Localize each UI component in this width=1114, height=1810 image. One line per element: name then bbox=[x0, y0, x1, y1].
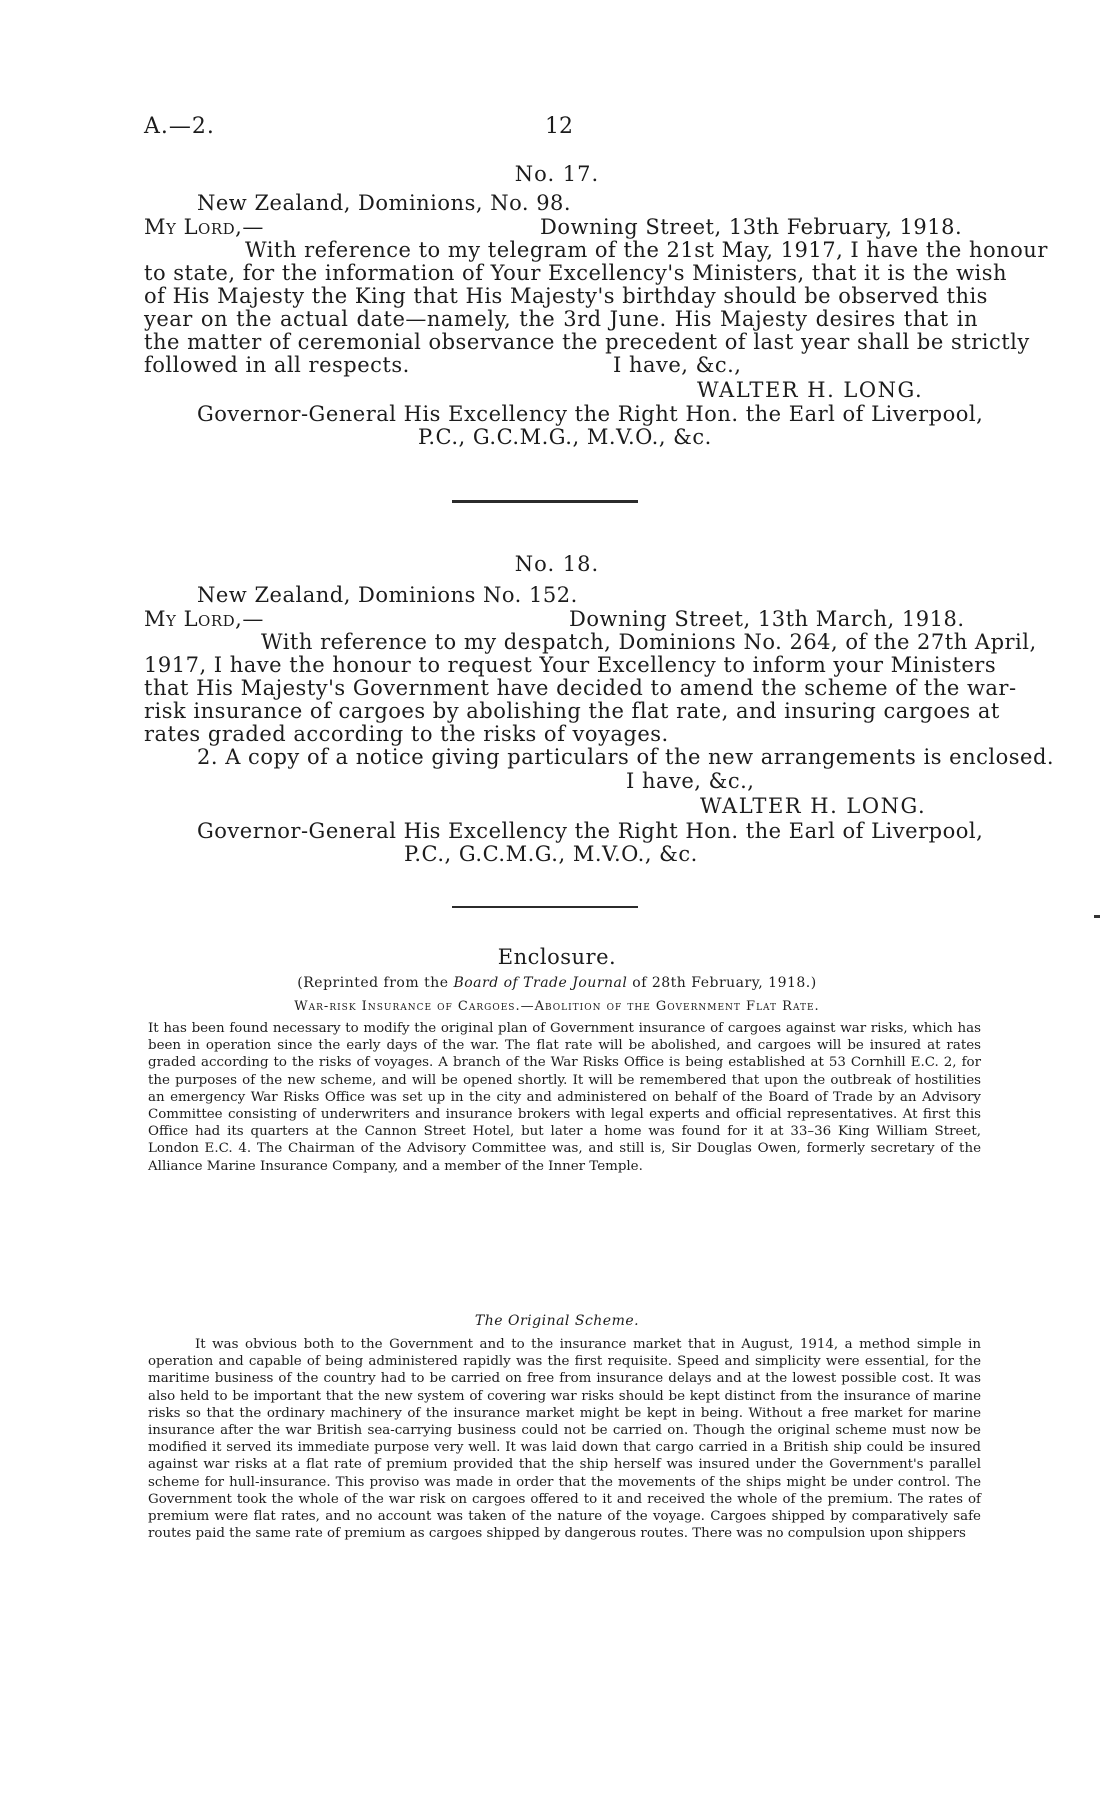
letter-18-addressee: New Zealand, Dominions No. 152. bbox=[197, 583, 578, 607]
reprint-journal: Board of Trade Journal bbox=[453, 975, 628, 991]
letter-17-place-date: Downing Street, 13th February, 1918. bbox=[540, 215, 963, 239]
letter-17-body-line: the matter of ceremonial observance the precedent of last year shall be strictly bbox=[144, 330, 1030, 354]
letter-17-recipient-titles: P.C., G.C.M.G., M.V.O., &c. bbox=[418, 425, 712, 449]
letter-18-body-line: that His Majesty's Government have decided to amend the scheme of the war- bbox=[144, 676, 1017, 700]
letter-17-body-line: to state, for the information of Your Excellency's Ministers, that it is the wish bbox=[144, 261, 1008, 285]
letter-18-body-line: 1917, I have the honour to request Your Excellency to inform your Ministers bbox=[144, 653, 997, 677]
letter-18-body-line: risk insurance of cargoes by abolishing the flat rate, and insuring cargoes at bbox=[144, 699, 1000, 723]
letter-17-body-line: of His Majesty the King that His Majesty's birthday should be observed this bbox=[144, 284, 988, 308]
letter-18-recipient-titles: P.C., G.C.M.G., M.V.O., &c. bbox=[404, 842, 698, 866]
enclosure-paragraph-1: It has been found necessary to modify the original plan of Government insurance of cargoes against war risks, which has been in operation since the early days of the war. The flat rate will be abolished, and cargoes will be insured at rates graded according to the risks of voyages. A branch of the War Risks Office is being established at 53 Cornhill E.C. 2, for the purposes of the new scheme, and will be opened shortly. It will be remembered that upon the outbreak of hostilities an emergency War Risks Office was set up in the city and administered on behalf of the Board of Trade by an Advisory Committee consisting of underwriters and insurance brokers with legal experts and official representatives. At first this Office had its quarters at the Cannon Street Hotel, but later a home was found for it at 33–36 King William Street, London E.C. 4. The Chairman of the Advisory Committee was, and still is, Sir Douglas Owen, formerly secretary of the Alliance Marine Insurance Company, and a member of the Inner Temple. bbox=[148, 1021, 981, 1174]
letter-17-recipient: Governor-General His Excellency the Right Hon. the Earl of Liverpool, bbox=[197, 402, 984, 426]
enclosure-title: Enclosure. bbox=[497, 945, 617, 969]
letter-18-signature: WALTER H. LONG. bbox=[700, 794, 927, 818]
letter-17-body-line: With reference to my telegram of the 21st May, 1917, I have the honour bbox=[245, 238, 1048, 262]
page-number: 12 bbox=[545, 114, 573, 139]
letter-17-body-line: year on the actual date—namely, the 3rd June. His Majesty desires that in bbox=[144, 307, 978, 331]
letter-18-place-date: Downing Street, 13th March, 1918. bbox=[569, 607, 965, 631]
letter-17-closing: I have, &c., bbox=[613, 353, 742, 377]
letter-18-recipient: Governor-General His Excellency the Right Hon. the Earl of Liverpool, bbox=[197, 819, 984, 843]
letter-17-body-last-line: followed in all respects. bbox=[144, 353, 410, 377]
letter-18-body-last-line: rates graded according to the risks of voyages. bbox=[144, 722, 669, 746]
enclosure-heading: War-risk Insurance of Cargoes.—Abolition of the Government Flat Rate. bbox=[294, 999, 820, 1014]
reprint-suffix: of 28th February, 1918.) bbox=[627, 975, 817, 991]
letter-18-salutation: My Lord,— bbox=[144, 607, 264, 631]
letter-18-number: No. 18. bbox=[514, 552, 600, 576]
letter-18-closing: I have, &c., bbox=[626, 769, 755, 793]
reprint-prefix: (Reprinted from the bbox=[297, 975, 454, 991]
margin-mark bbox=[1094, 915, 1100, 918]
letter-17-number: No. 17. bbox=[514, 162, 600, 186]
letter-17-salutation: My Lord,— bbox=[144, 215, 264, 239]
enclosure-paragraph-2: It was obvious both to the Government and to the insurance market that in August, 1914, a method simple in operation and capable of being administered rapidly was the first requisite. Speed and simplicity were essential, for the maritime business of the country had to be carried on free from insurance delays and at the lowest possible cost. It was also held to be important that the new system of covering war risks should be kept distinct from the insurance of marine risks so that the ordinary machinery of the insurance market might be kept in being. Without a free market for marine insurance after the war British sea-carrying business could not be carried on. Though the original scheme must now be modified it served its immediate purpose very well. It was laid down that cargo carried in a British ship could be insured against war risks at a flat rate of premium provided that the ship herself was insured under the Government's parallel scheme for hull-insurance. This proviso was made in order that the movements of the ships might be under control. The Government took the whole of the war risk on cargoes offered to it and received the whole of the premium. The rates of premium were flat rates, and no account was taken of the nature of the voyage. Cargoes shipped by comparatively safe routes paid the same rate of premium as cargoes shipped by dangerous routes. There was no compulsion upon shippers bbox=[148, 1337, 981, 1542]
document-reference-code: A.—2. bbox=[144, 114, 215, 139]
letter-17-addressee: New Zealand, Dominions, No. 98. bbox=[197, 191, 572, 215]
original-scheme-heading: The Original Scheme. bbox=[474, 1313, 640, 1329]
section-divider bbox=[452, 500, 638, 503]
reprint-note bbox=[0, 975, 1114, 991]
letter-18-body-line: With reference to my despatch, Dominions No. 264, of the 27th April, bbox=[261, 630, 1037, 654]
letter-18-paragraph-2: 2. A copy of a notice giving particulars of the new arrangements is enclosed. bbox=[197, 745, 1055, 769]
letter-17-signature: WALTER H. LONG. bbox=[697, 378, 924, 402]
section-divider bbox=[452, 906, 638, 908]
